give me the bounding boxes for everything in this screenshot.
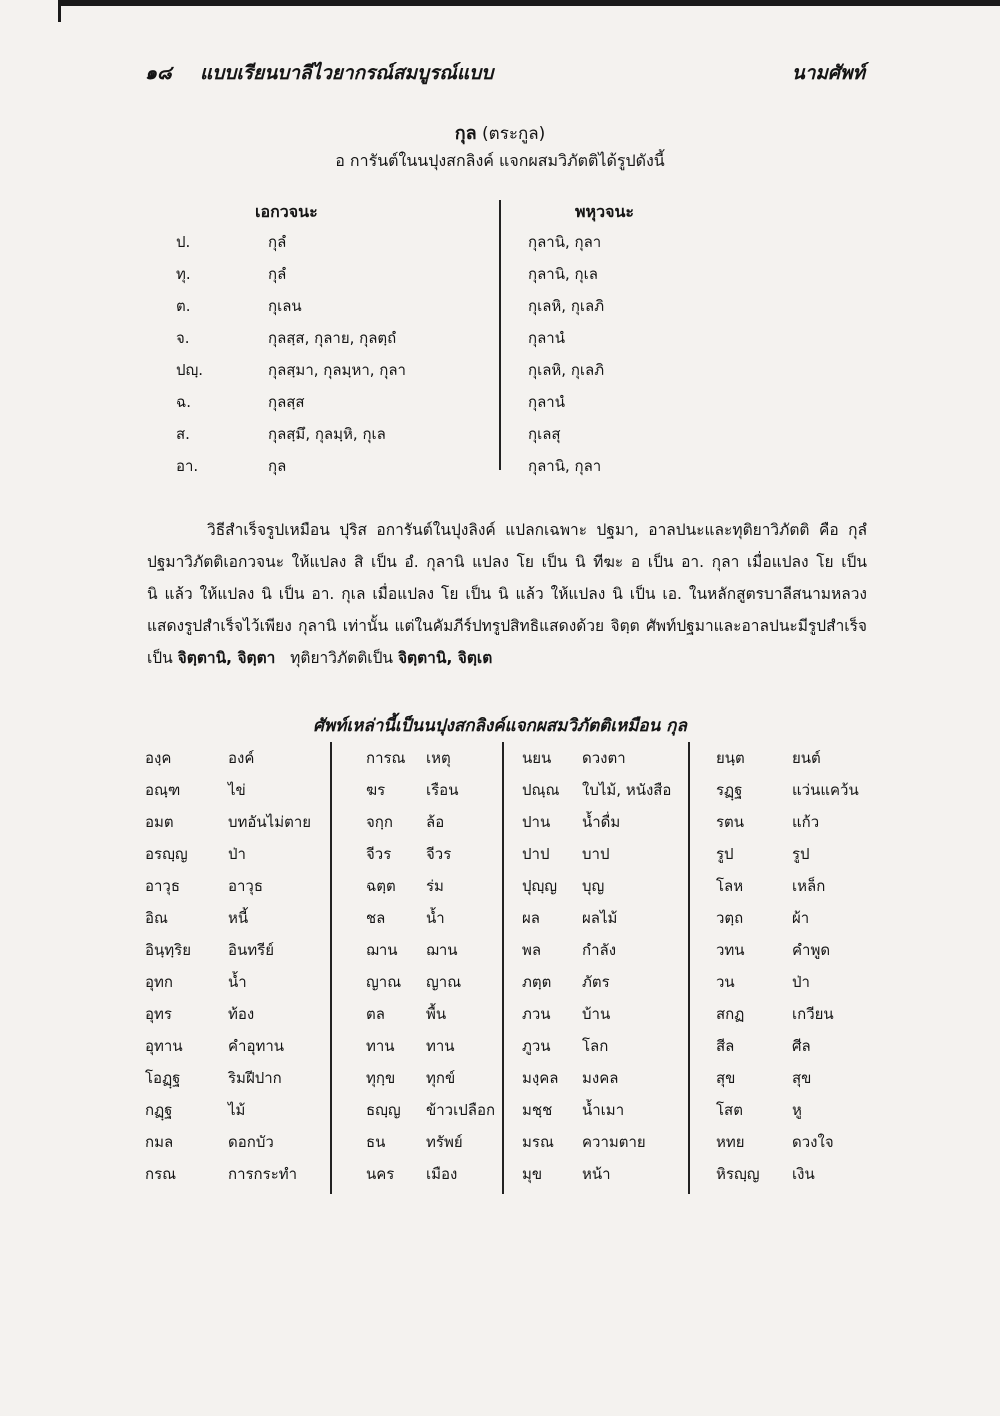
plural-form: กุลานํ — [528, 393, 565, 411]
pali-word: อินฺทฺริย — [145, 941, 191, 959]
pali-word: อมต — [145, 813, 174, 831]
pali-word: จีวร — [366, 845, 392, 863]
thai-meaning: แว่นแคว้น — [792, 781, 859, 799]
thai-meaning: ศีล — [792, 1037, 811, 1055]
singular-form: กุลสฺส, กุลาย, กุลตฺถํ — [268, 329, 397, 347]
singular-form: กุลสฺมา, กุลมฺหา, กุลา — [268, 361, 406, 379]
thai-meaning: ภัตร — [582, 973, 610, 991]
thai-meaning: ผ้า — [792, 909, 810, 927]
paragraph-text: เป็น — [147, 649, 173, 667]
pali-word: ธน — [366, 1133, 386, 1151]
plural-header: พหุวจนะ — [575, 202, 634, 221]
paragraph-line: ปฐมาวิภัตติเอกวจนะ ให้แปลง สิ เป็น อํ. กุลานิ แปลง โย เป็น นิ ทีฆะ อ เป็น อา. กุลา เมื่อแปลง โย เป็น — [147, 553, 867, 571]
thai-meaning: เหล็ก — [792, 877, 826, 895]
thai-meaning: ดวงตา — [582, 749, 626, 767]
pali-word: อิณ — [145, 909, 168, 927]
pali-word: องฺค — [145, 749, 172, 767]
thai-meaning: ความตาย — [582, 1133, 646, 1151]
headword: กุล — [454, 123, 477, 144]
pali-word: มรณ — [522, 1133, 554, 1151]
word-subtitle: อ การันต์ในนปุงสกลิงค์ แจกผสมวิภัตติได้รูปดังนี้ — [335, 151, 665, 170]
thai-meaning: บทอันไม่ตาย — [228, 813, 312, 831]
pali-word: หทย — [716, 1133, 745, 1151]
case-label: ฉ. — [176, 393, 191, 411]
thai-meaning: ป่า — [792, 973, 810, 991]
case-label: ป. — [176, 233, 191, 251]
thai-meaning: ล้อ — [426, 813, 445, 831]
thai-meaning: ไข่ — [228, 781, 246, 799]
thai-meaning: รูป — [792, 845, 810, 863]
thai-meaning: บาป — [582, 845, 610, 863]
thai-meaning: จีวร — [426, 845, 452, 863]
pali-word: อุทาน — [145, 1037, 183, 1055]
pali-word: อาวุธ — [145, 877, 181, 895]
thai-meaning: น้ำ — [228, 973, 247, 991]
case-label: ปญฺ. — [176, 361, 204, 379]
plural-form: กุลานํ — [528, 329, 565, 347]
pali-word: กฏฺฐ — [145, 1101, 173, 1119]
pali-word: จกฺก — [366, 813, 393, 831]
pali-word: ทุกฺข — [366, 1069, 396, 1087]
pali-word: อรญฺญ — [145, 845, 188, 863]
plural-form: กุเลหิ, กุเลภิ — [528, 361, 605, 379]
book-title: แบบเรียนบาลีไวยากรณ์สมบูรณ์แบบ — [200, 62, 494, 84]
wordlist-divider — [330, 742, 332, 1194]
case-label: ทุ. — [176, 265, 191, 283]
pali-word: ญาณ — [366, 973, 402, 991]
thai-meaning: บ้าน — [582, 1005, 611, 1023]
singular-header: เอกวจนะ — [255, 202, 318, 221]
pali-word: ภวน — [522, 1005, 551, 1023]
word-title — [0, 118, 1000, 147]
pali-word: ยนฺต — [716, 749, 745, 767]
pali-word: ผล — [522, 909, 540, 927]
thai-meaning: โลก — [582, 1037, 609, 1055]
pali-word: ทาน — [366, 1037, 395, 1055]
thai-meaning: ป่า — [228, 845, 246, 863]
plural-form: กุลานิ, กุเล — [528, 265, 598, 283]
pali-word: มงฺคล — [522, 1069, 559, 1087]
pali-word: สกฏ — [716, 1005, 745, 1023]
pali-word: ฉตฺต — [366, 877, 396, 895]
pali-word: ฌาน — [366, 941, 398, 959]
thai-meaning: เหตุ — [426, 749, 451, 767]
pali-word: ตล — [366, 1005, 385, 1023]
thai-meaning: ฌาน — [426, 941, 458, 959]
thai-meaning: ริมฝีปาก — [228, 1069, 282, 1087]
singular-form: กุลํ — [268, 265, 287, 283]
pali-word: โอฏฺฐ — [145, 1069, 181, 1087]
pali-word: หิรญฺญ — [716, 1165, 760, 1183]
singular-form: กุเลน — [268, 297, 302, 315]
paragraph-line — [147, 642, 867, 674]
paragraph-text: ทุติยาวิภัตติเป็น — [290, 649, 394, 667]
paragraph-line: วิธีสำเร็จรูปเหมือน ปุริส อการันต์ในปุงลิงค์ แปลกเฉพาะ ปฐมา, อาลปนะและทุติยาวิภัตติ คือ กุลํ — [207, 521, 867, 539]
thai-meaning: หน้า — [582, 1165, 611, 1183]
section-title: นามศัพท์ — [791, 62, 865, 84]
pali-word: รตน — [716, 813, 745, 831]
pali-word: กรณ — [145, 1165, 177, 1183]
thai-meaning: ท้อง — [228, 1005, 255, 1023]
thai-meaning: ผลไม้ — [582, 909, 618, 927]
pali-word: การณ — [366, 749, 406, 767]
wordlist-title: ศัพท์เหล่านี้เป็นนปุงสกลิงค์แจกผสมวิภัตติเหมือน กุล — [313, 716, 687, 736]
case-label: ต. — [176, 297, 191, 315]
singular-form: กุล — [268, 457, 287, 475]
pali-word: ฆร — [366, 781, 386, 799]
pali-word: โลห — [716, 877, 744, 895]
pali-word: รฏฺฐ — [716, 781, 743, 799]
pali-word: ปณฺณ — [522, 781, 560, 799]
thai-meaning: พื้น — [426, 1005, 447, 1023]
thai-meaning: อินทรีย์ — [228, 941, 274, 959]
pali-word: มชฺช — [522, 1101, 553, 1119]
thai-meaning: น้ำ — [426, 909, 445, 927]
plural-form: กุลานิ, กุลา — [528, 457, 602, 475]
page-top-border — [58, 0, 1000, 6]
pali-word: รูป — [716, 845, 734, 863]
thai-meaning: หู — [792, 1101, 802, 1119]
pali-word: ชล — [366, 909, 386, 927]
pali-word: ปาน — [522, 813, 551, 831]
case-label: จ. — [176, 329, 190, 347]
thai-meaning: ใบไม้, หนังสือ — [582, 781, 672, 799]
thai-meaning: แก้ว — [792, 813, 820, 831]
thai-meaning: ข้าวเปลือก — [426, 1101, 496, 1119]
wordlist-divider — [688, 742, 690, 1194]
pali-word: ภตฺต — [522, 973, 552, 991]
pali-word: วทน — [716, 941, 745, 959]
pali-word: ธญฺญ — [366, 1101, 401, 1119]
thai-meaning: อาวุธ — [228, 877, 264, 895]
pali-word: พล — [522, 941, 542, 959]
pali-word: วตฺถ — [716, 909, 744, 927]
pali-word: วน — [716, 973, 735, 991]
thai-meaning: กำลัง — [582, 941, 617, 959]
pali-word: นคร — [366, 1165, 395, 1183]
paragraph-line: นิ แล้ว ให้แปลง นิ เป็น อา. กุเล เมื่อแปลง โย เป็น นิ แล้ว ให้แปลง นิ เป็น เอ. ในหลักสูตรบาลีสนามหลวง — [147, 585, 867, 603]
thai-meaning: เมือง — [426, 1165, 458, 1183]
plural-form: กุเลหิ, กุเลภิ — [528, 297, 605, 315]
thai-meaning: คำอุทาน — [228, 1037, 285, 1055]
singular-form: กุลํ — [268, 233, 287, 251]
thai-meaning: ดอกบัว — [228, 1133, 274, 1151]
thai-meaning: น้ำเมา — [582, 1101, 625, 1119]
thai-meaning: มงคล — [582, 1069, 619, 1087]
pali-word: อณฺฑ — [145, 781, 181, 799]
page-left-border — [58, 0, 61, 22]
pali-word: ปุญฺญ — [522, 877, 558, 895]
plural-form: กุเลสุ — [528, 425, 561, 443]
thai-meaning: เงิน — [792, 1165, 815, 1183]
pali-word: อุทร — [145, 1005, 172, 1023]
pali-word: สีล — [716, 1037, 735, 1055]
thai-meaning: ดวงใจ — [792, 1133, 834, 1151]
thai-meaning: บุญ — [582, 877, 605, 895]
thai-meaning: การกระทำ — [228, 1165, 298, 1183]
thai-meaning: น้ำดื่ม — [582, 813, 621, 831]
case-label: อา. — [176, 457, 199, 475]
paragraph-bold: จิตฺตานิ, จิตฺตา — [177, 649, 276, 667]
thai-meaning: ทาน — [426, 1037, 455, 1055]
thai-meaning: เกวียน — [792, 1005, 834, 1023]
singular-form: กุลสฺส — [268, 393, 305, 411]
thai-meaning: เรือน — [426, 781, 459, 799]
thai-meaning: คำพูด — [792, 941, 831, 959]
plural-form: กุลานิ, กุลา — [528, 233, 602, 251]
wordlist-divider — [502, 742, 504, 1194]
thai-meaning: หนี้ — [228, 909, 249, 927]
pali-word: ภูวน — [522, 1037, 551, 1055]
thai-meaning: ญาณ — [426, 973, 462, 991]
pali-word: อุทก — [145, 973, 173, 991]
thai-meaning: ร่ม — [426, 877, 444, 895]
thai-meaning: องค์ — [228, 749, 255, 767]
paragraph-bold: จิตฺตานิ, จิตฺเต — [397, 649, 493, 667]
headword-meaning: (ตระกูล) — [482, 124, 546, 144]
pali-word: นยน — [522, 749, 552, 767]
paragraph-line: แสดงรูปสำเร็จไว้เพียง กุลานิ เท่านั้น แต่ในคัมภีร์ปทรูปสิทธิแสดงด้วย จิตฺต ศัพท์ปฐมาและอาลปนะมีรูปสำเร็จ — [147, 617, 867, 635]
pali-word: กมล — [145, 1133, 174, 1151]
page-number: ๑๘ — [145, 62, 172, 84]
thai-meaning: ไม้ — [228, 1101, 246, 1119]
thai-meaning: ยนต์ — [792, 749, 821, 767]
pali-word: มุข — [522, 1165, 543, 1183]
pali-word: สุข — [716, 1069, 736, 1087]
thai-meaning: สุข — [792, 1069, 812, 1087]
thai-meaning: ทุกข์ — [426, 1069, 456, 1087]
declension-divider — [499, 200, 501, 470]
case-label: ส. — [176, 425, 190, 443]
pali-word: โสต — [716, 1101, 743, 1119]
thai-meaning: ทรัพย์ — [426, 1133, 463, 1151]
pali-word: ปาป — [522, 845, 550, 863]
singular-form: กุลสฺมึ, กุลมฺหิ, กุเล — [268, 425, 386, 443]
